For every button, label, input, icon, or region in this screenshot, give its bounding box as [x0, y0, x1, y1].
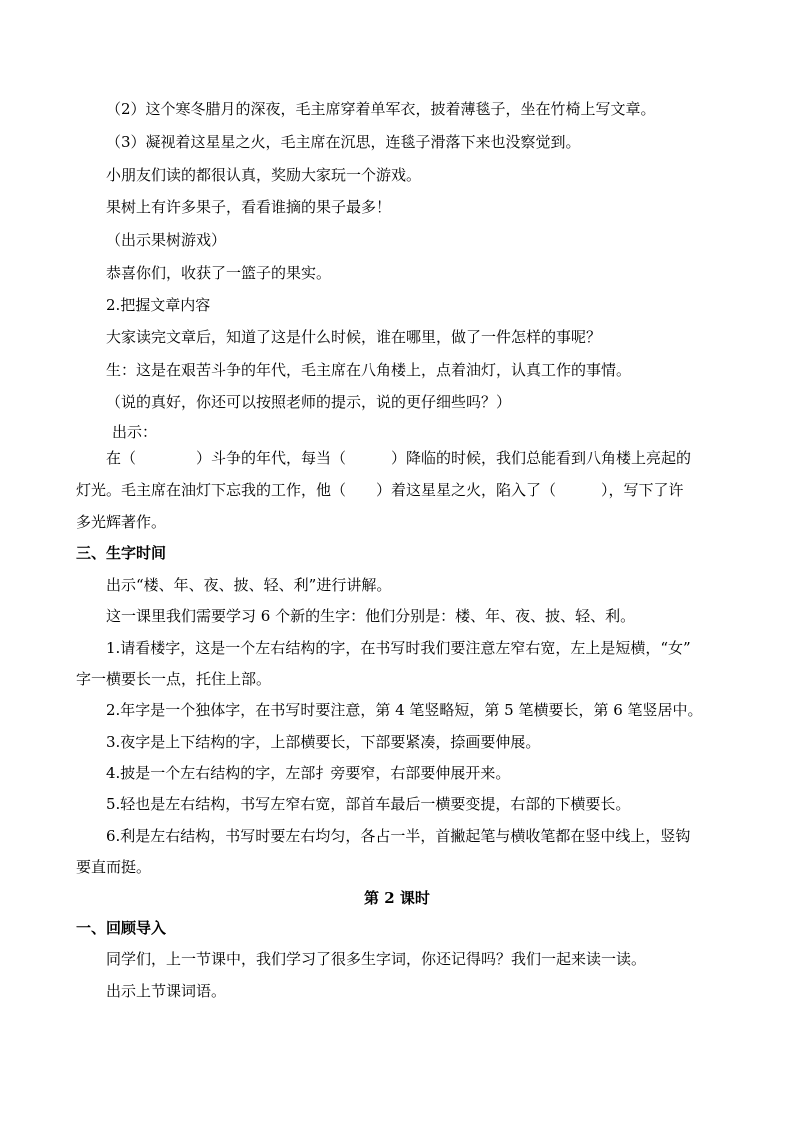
paragraph-char-ye: 3.夜字是上下结构的字，上部横要长，下部要紧凑，捺画要伸展。 — [106, 733, 541, 751]
paragraph-fruit-game: 果树上有许多果子，看看谁摘的果子最多！ — [106, 198, 392, 216]
paragraph-show: 出示： — [112, 423, 158, 441]
paragraph-show-characters: 出示“楼、年、夜、披、轻、利”进行讲解。 — [106, 576, 392, 594]
paragraph-new-characters: 这一课里我们需要学习 6 个新的生字：他们分别是：楼、年、夜、披、轻、利。 — [106, 607, 636, 625]
section-heading-review: 一、回顾导入 — [76, 919, 167, 937]
lesson-title: 第 2 课时 — [364, 889, 430, 907]
paragraph-char-qing: 5.轻也是左右结构，书写左窄右宽，部首车最后一横要变提，右部的下横要长。 — [106, 795, 631, 813]
paragraph-char-li-1: 6.利是左右结构，书写时要左右均匀，各占一半，首撇起笔与横收笔都在竖中线上，竖钩 — [106, 827, 691, 845]
paragraph-reading-3: （3）凝视着这星星之火，毛主席在沉思，连毯子滑落下来也没察觉到。 — [106, 133, 581, 151]
paragraph-show-game: （出示果树游戏） — [106, 231, 227, 249]
paragraph-review: 同学们，上一节课中，我们学习了很多生字词，你还记得吗？我们一起来读一读。 — [106, 950, 647, 968]
paragraph-student-answer: 生：这是在艰苦斗争的年代，毛主席在八角楼上，点着油灯，认真工作的事情。 — [106, 361, 632, 379]
paragraph-char-nian: 2.年字是一个独体字，在书写时要注意，第 4 笔竖略短，第 5 笔横要长，第 6 笔竖居中。 — [106, 701, 703, 719]
paragraph-question: 大家读完文章后，知道了这是什么时候，谁在哪里，做了一件怎样的事呢？ — [106, 328, 602, 346]
paragraph-fill-blank-3: 多光辉著作。 — [76, 513, 167, 531]
paragraph-teacher-prompt: （说的真好，你还可以按照老师的提示，说的更仔细些吗？） — [106, 393, 512, 411]
paragraph-char-lou-1: 1.请看楼字，这是一个左右结构的字，在书写时我们要注意左窄右宽，左上是短横，“女” — [106, 639, 691, 657]
paragraph-show-words: 出示上节课词语。 — [106, 982, 227, 1000]
paragraph-fill-blank-2: 灯光。毛主席在油灯下忘我的工作，他（ ）着这星星之火，陷入了（ ），写下了许 — [76, 481, 684, 499]
paragraph-praise: 小朋友们读的都很认真，奖励大家玩一个游戏。 — [106, 166, 422, 184]
paragraph-char-lou-2: 字一横要长一点，托住上部。 — [76, 670, 272, 688]
paragraph-fill-blank-1: 在（ ）斗争的年代，每当（ ）降临的时候，我们总能看到八角楼上亮起的 — [106, 449, 692, 467]
section-heading-characters: 三、生字时间 — [76, 544, 167, 562]
subheading-content: 2.把握文章内容 — [106, 296, 211, 314]
paragraph-reading-2: （2）这个寒冬腊月的深夜，毛主席穿着单军衣，披着薄毯子，坐在竹椅上写文章。 — [106, 100, 656, 118]
paragraph-char-pi: 4.披是一个左右结构的字，左部扌旁要窄，右部要伸展开来。 — [106, 764, 511, 782]
paragraph-char-li-2: 要直而挺。 — [76, 858, 152, 876]
paragraph-congrats: 恭喜你们，收获了一篮子的果实。 — [106, 264, 332, 282]
